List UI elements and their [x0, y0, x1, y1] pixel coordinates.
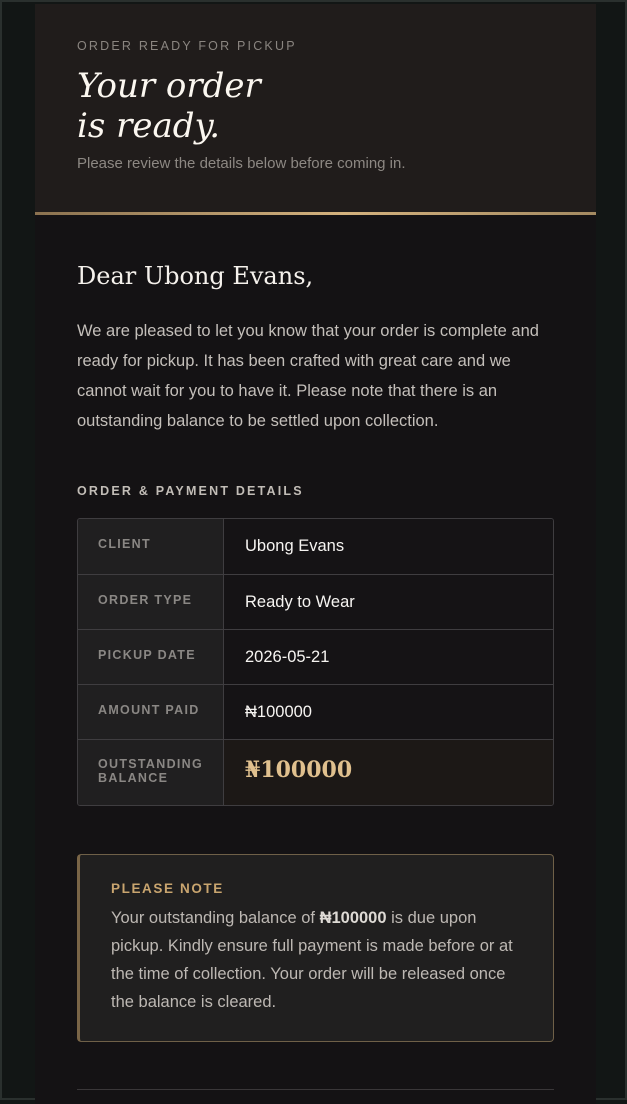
row-key-amount-paid: AMOUNT PAID [78, 685, 224, 739]
details-section-label: ORDER & PAYMENT DETAILS [77, 484, 304, 498]
table-row [78, 629, 553, 684]
row-key-line-2: BALANCE [98, 771, 169, 785]
intro-paragraph: We are pleased to let you know that your order is complete and ready for pickup. It has been crafted with great care and we cannot wait for you to have it. Please note that there is an outstanding balance to be settled upon collection. [77, 322, 539, 430]
email-card [35, 4, 596, 1104]
row-key-line-1: OUTSTANDING [98, 757, 204, 771]
table-row [78, 519, 553, 574]
note-text-after: is due upon pickup. Kindly ensure full payment is made before or at the time of collection. Your order will be released once the balance is cleared. [111, 909, 513, 1011]
row-value-order-type: Ready to Wear [224, 575, 553, 629]
email-header [35, 4, 596, 213]
header-headline [77, 66, 377, 146]
greeting: Dear Ubong Evans, [77, 262, 314, 290]
row-value-outstanding-balance: ₦100000 [224, 740, 553, 805]
note-text-before: Your outstanding balance of [111, 909, 320, 927]
header-subline: Please review the details below before coming in. [77, 155, 406, 172]
row-key-outstanding-balance [78, 740, 224, 805]
note-body [111, 904, 526, 1016]
table-row-highlight [78, 739, 553, 805]
row-key-client: CLIENT [78, 519, 224, 574]
row-value-client: Ubong Evans [224, 519, 553, 574]
note-title: PLEASE NOTE [111, 881, 224, 896]
table-row [78, 574, 553, 629]
row-value-pickup-date: 2026-05-21 [224, 630, 553, 684]
row-value-amount-paid: ₦100000 [224, 685, 553, 739]
footer-divider [77, 1089, 554, 1090]
note-callout [77, 854, 554, 1042]
headline-line-1: Your order [77, 66, 261, 106]
details-table [77, 518, 554, 806]
headline-line-2: is ready. [77, 106, 221, 146]
note-amount: ₦100000 [319, 909, 387, 927]
header-eyebrow: ORDER READY FOR PICKUP [77, 39, 297, 53]
table-row [78, 684, 553, 739]
row-key-pickup-date: PICKUP DATE [78, 630, 224, 684]
gold-divider [35, 212, 596, 215]
row-key-order-type: ORDER TYPE [78, 575, 224, 629]
